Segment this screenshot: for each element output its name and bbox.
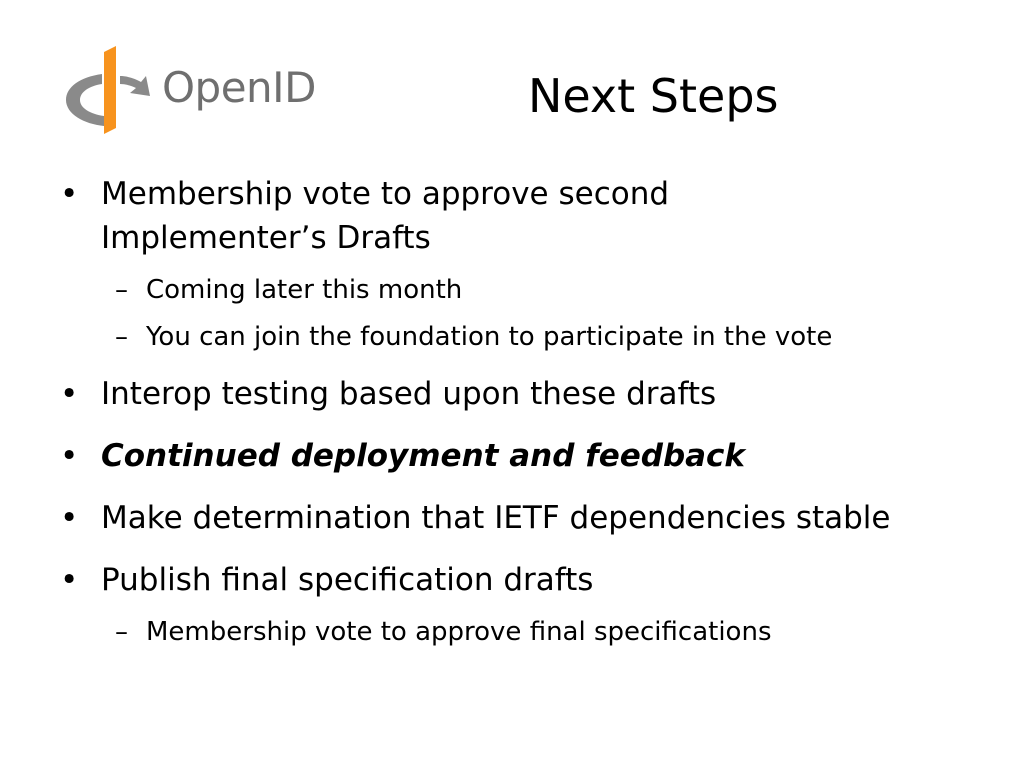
bullet-text: Membership vote to approve second bbox=[101, 176, 670, 212]
bullet-text: Continued deployment and feedback bbox=[101, 438, 746, 474]
bullet-list bbox=[60, 172, 1000, 667]
bullet-icon: • bbox=[60, 376, 79, 412]
bullet-icon: • bbox=[60, 438, 79, 474]
bullet-text: Publish final specification drafts bbox=[101, 562, 594, 598]
bullet-item bbox=[60, 558, 1000, 602]
bullet-item bbox=[60, 372, 1000, 416]
slide-title: Next Steps bbox=[528, 69, 779, 123]
logo-wordmark: OpenID bbox=[162, 63, 316, 112]
bullet-icon: • bbox=[60, 176, 79, 212]
bullet-text: Interop testing based upon these drafts bbox=[101, 376, 717, 412]
openid-logo bbox=[62, 44, 332, 134]
sub-bullet-text: Membership vote to approve final specifications bbox=[146, 617, 772, 647]
bullet-item bbox=[60, 496, 1000, 540]
sub-bullet-text: You can join the foundation to participate in the vote bbox=[146, 322, 833, 352]
bullet-icon: • bbox=[60, 500, 79, 536]
dash-icon: – bbox=[115, 322, 128, 352]
sub-bullet-item bbox=[60, 272, 1000, 308]
bullet-item bbox=[60, 434, 1000, 478]
dash-icon: – bbox=[115, 275, 128, 305]
sub-bullet-text: Coming later this month bbox=[146, 275, 463, 305]
bullet-icon: • bbox=[60, 562, 79, 598]
bullet-text: Implementer’s Drafts bbox=[101, 220, 431, 256]
dash-icon: – bbox=[115, 617, 128, 647]
bullet-item bbox=[60, 172, 1000, 260]
openid-mark-icon bbox=[62, 44, 162, 134]
sub-bullet-item bbox=[60, 319, 1000, 355]
sub-bullet-item bbox=[60, 614, 1000, 650]
bullet-text: Make determination that IETF dependencies stable bbox=[101, 500, 891, 536]
